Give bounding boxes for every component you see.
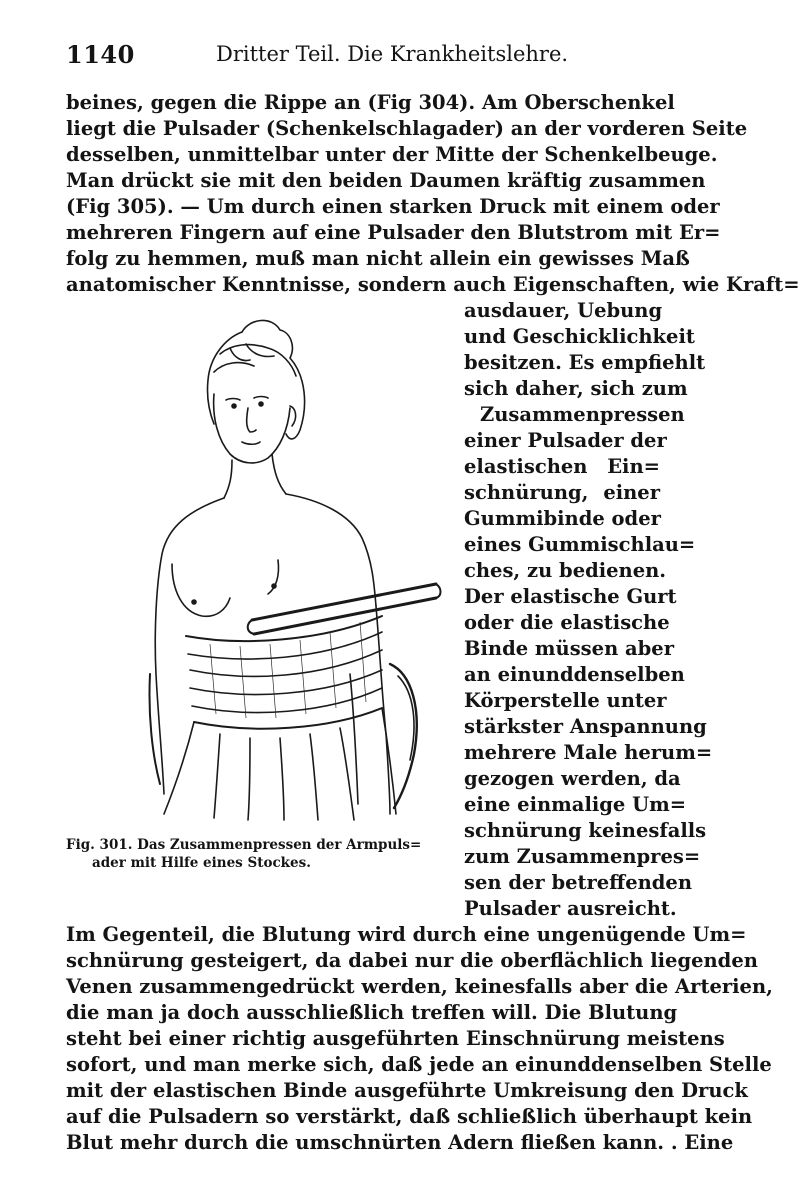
text-line: und Geschicklichkeit [464, 325, 695, 348]
text-line: ausdauer, Uebung [464, 299, 663, 322]
figure-caption [66, 836, 456, 872]
text-line: anatomischer Kenntnisse, sondern auch Eigenschaften, wie Kraft= [66, 273, 800, 296]
text-line: Der elastische Gurt [464, 585, 677, 608]
text-line: liegt die Pulsader (Schenkelschlagader) an der vorderen Seite [66, 117, 748, 140]
text-line: Man drückt sie mit den beiden Daumen kräftig zusammen [66, 169, 706, 192]
text-line: besitzen. Es empfiehlt [464, 351, 706, 374]
text-line: schnürung keinesfalls [464, 819, 707, 842]
text-line: (Fig 305). — Um durch einen starken Druck mit einem oder [66, 195, 720, 218]
text-line: die man ja doch ausschließlich treffen will. Die Blutung [66, 1001, 678, 1024]
text-line: auf die Pulsadern so verstärkt, daß schließlich überhaupt kein [66, 1105, 753, 1128]
text-line: einer Pulsader der [464, 429, 667, 452]
text-line: an einunddenselben [464, 663, 685, 686]
text-line: Zusammenpressen [480, 403, 685, 426]
text-line: Gummibinde oder [464, 507, 661, 530]
text-line: Körperstelle unter [464, 689, 667, 712]
text-line: Binde müssen aber [464, 637, 674, 660]
text-line: mehreren Fingern auf eine Pulsader den Blutstrom mit Er= [66, 221, 721, 244]
text-line: steht bei einer richtig ausgeführten Einschnürung meistens [66, 1027, 725, 1050]
text-line: Pulsader ausreicht. [464, 897, 677, 920]
text-line: folg zu hemmen, muß man nicht allein ein gewisses Maß [66, 247, 690, 270]
page-number: 1140 [66, 40, 135, 69]
text-line: sofort, und man merke sich, daß jede an einunddenselben Stelle [66, 1053, 772, 1076]
page-header [66, 40, 659, 74]
text-line: mit der elastischen Binde ausgeführte Umkreisung den Druck [66, 1079, 748, 1102]
text-line: elastischen Ein= [464, 455, 660, 478]
text-line: ches, zu bedienen. [464, 559, 667, 582]
text-line: eine einmalige Um= [464, 793, 687, 816]
running-head: Dritter Teil. Die Krankheitslehre. [216, 42, 569, 66]
text-line: schnürung gesteigert, da dabei nur die oberflächlich liegenden [66, 949, 758, 972]
text-line: zum Zusammenpres= [464, 845, 701, 868]
text-line: oder die elastische [464, 611, 670, 634]
text-line: sen der betreffenden [464, 871, 692, 894]
text-line: sich daher, sich zum [464, 377, 688, 400]
text-line: Blut mehr durch die umschnürten Adern fließen kann. . Eine [66, 1131, 734, 1154]
caption-line: ader mit Hilfe eines Stockes. [92, 855, 311, 871]
text-line: desselben, unmittelbar unter der Mitte der Schenkelbeuge. [66, 143, 718, 166]
text-line: stärkster Anspannung [464, 715, 707, 738]
text-line: beines, gegen die Rippe an (Fig 304). Am Oberschenkel [66, 91, 675, 114]
text-line: schnürung, einer [464, 481, 660, 504]
figure-illustration [150, 314, 442, 822]
text-line: Im Gegenteil, die Blutung wird durch eine ungenügende Um= [66, 923, 747, 946]
text-line: Venen zusammengedrückt werden, keinesfalls aber die Arterien, [66, 975, 773, 998]
text-line: mehrere Male herum= [464, 741, 713, 764]
caption-line: Fig. 301. Das Zusammenpressen der Armpuls= [66, 837, 422, 853]
text-line: gezogen werden, da [464, 767, 681, 790]
text-line: eines Gummischlau= [464, 533, 696, 556]
